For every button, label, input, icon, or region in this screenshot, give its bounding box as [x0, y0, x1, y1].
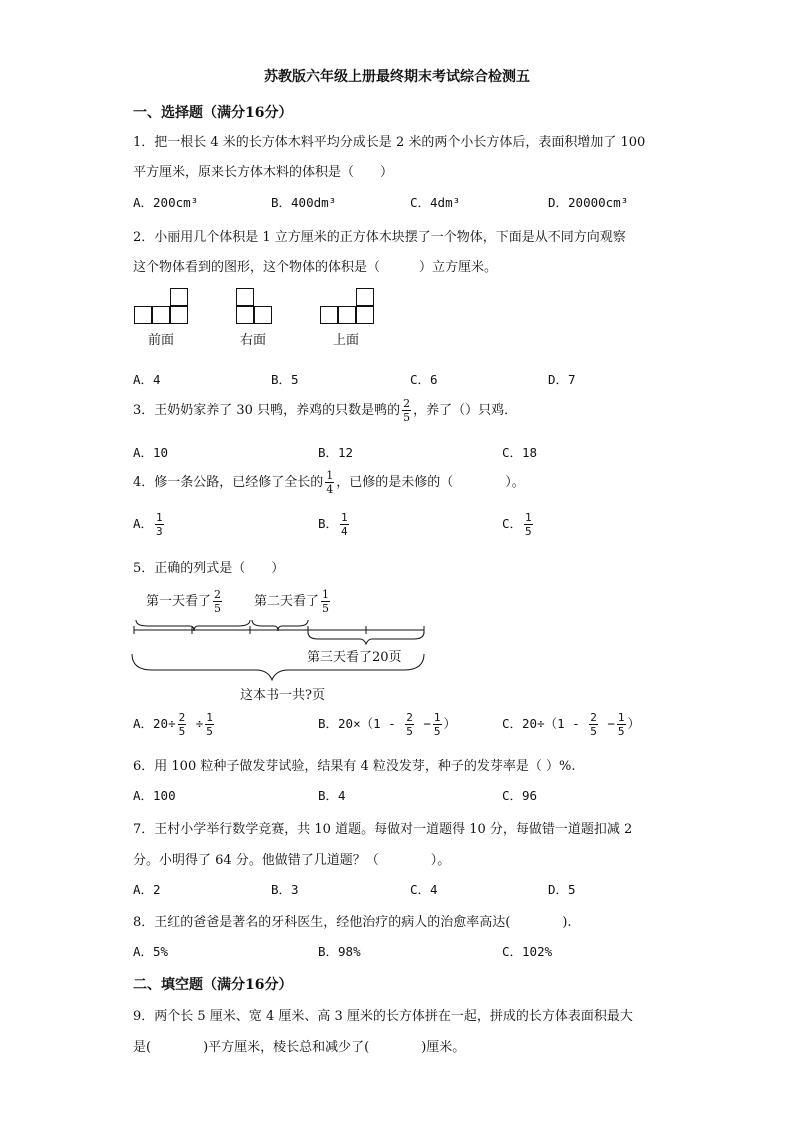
question-9-line2: 是( )平方厘米，棱长总和减少了( )厘米。 [133, 1040, 466, 1055]
q5-option-b[interactable]: B．20×（1 - $\frac{2}{5}$ − $\frac{1}{5}$ ） [318, 711, 457, 738]
question-3: 3．王奶奶家养了 30 只鸭，养鸡的只数是鸭的 $\frac{2}{5}$ ，养了（）只鸡． [133, 397, 518, 424]
q8-option-c[interactable]: C．102% [502, 944, 553, 959]
q1-option-a[interactable]: A．200cm³ [133, 195, 199, 210]
top-view-label: 上面 [333, 333, 360, 348]
total-label: 这本书一共?页 [240, 688, 325, 703]
day3-label: 第三天看了20页 [307, 650, 402, 665]
question-2-line2: 这个物体看到的图形，这个物体的体积是（ ）立方厘米。 [133, 260, 498, 275]
question-8: 8．王红的爸爸是著名的牙科医生，经他治疗的病人的治愈率高达( ). [133, 915, 572, 930]
question-6: 6．用 100 粒种子做发芽试验，结果有 4 粒没发芽，种子的发芽率是（ ）%. [133, 759, 576, 774]
q2-option-c[interactable]: C．6 [410, 372, 438, 387]
q3-option-a[interactable]: A．10 [133, 445, 169, 460]
q6-option-b[interactable]: B．4 [318, 788, 346, 803]
question-4: 4．修一条公路，已经修了全长的 $\frac{1}{4}$ ，已修的是未修的（ ）。 [133, 469, 525, 496]
right-view-label: 右面 [240, 333, 267, 348]
section-heading-choice: 一、选择题（满分16分） [133, 105, 293, 121]
q4-option-b[interactable]: B． $\frac{1}{4}$ [318, 511, 348, 538]
q7-option-b[interactable]: B．3 [271, 882, 299, 897]
q3-option-b[interactable]: B．12 [318, 445, 354, 460]
q7-option-a[interactable]: A．2 [133, 882, 161, 897]
question-1-line1: 1．把一根长 4 米的长方体木料平均分成长是 2 米的两个小长方体后，表面积增加了 100 [133, 135, 646, 150]
question-7-line1: 7．王村小学举行数学竞赛，共 10 道题。每做对一道题得 10 分，每做错一道题扣减 2 [133, 822, 633, 837]
q4-option-c[interactable]: C． $\frac{1}{5}$ [502, 511, 532, 538]
day2-label: 第二天看了 $\frac{1}{5}$ [254, 588, 330, 615]
q7-option-d[interactable]: D．5 [548, 882, 576, 897]
page-title: 苏教版六年级上册最终期末考试综合检测五 [264, 69, 530, 85]
question-5: 5．正确的列式是（ ） [133, 561, 285, 576]
section-heading-fill: 二、填空题（满分16分） [133, 977, 293, 993]
q7-option-c[interactable]: C．4 [410, 882, 438, 897]
question-7-line2: 分。小明得了 64 分。他做错了几道题？（ ）。 [133, 853, 451, 868]
q6-option-a[interactable]: A．100 [133, 788, 176, 803]
q8-option-a[interactable]: A．5% [133, 944, 169, 959]
question-2-line1: 2．小丽用几个体积是 1 立方厘米的正方体木块摆了一个物体，下面是从不同方向观察 [133, 230, 626, 245]
q1-option-d[interactable]: D．20000cm³ [548, 195, 629, 210]
q2-option-a[interactable]: A．4 [133, 372, 161, 387]
q1-option-b[interactable]: B．400dm³ [271, 195, 337, 210]
day1-label: 第一天看了 $\frac{2}{5}$ [146, 588, 222, 615]
front-view-label: 前面 [148, 333, 175, 348]
q6-option-c[interactable]: C．96 [502, 788, 538, 803]
q3-option-c[interactable]: C．18 [502, 445, 538, 460]
question-9-line1: 9．两个长 5 厘米、宽 4 厘米、高 3 厘米的长方体拼在一起，拼成的长方体表面积最大 [133, 1009, 633, 1024]
question-1-line2: 平方厘米，原来长方体木料的体积是（ ） [133, 165, 394, 180]
q1-option-c[interactable]: C．4dm³ [410, 195, 461, 210]
q2-option-b[interactable]: B．5 [271, 372, 299, 387]
fraction: $\frac{2}{5}$ [403, 397, 411, 424]
q4-option-a[interactable]: A． $\frac{1}{3}$ [133, 511, 163, 538]
q5-option-a[interactable]: A．20÷ $\frac{2}{5}$ ÷ $\frac{1}{5}$ [133, 711, 213, 738]
fraction: $\frac{1}{4}$ [326, 469, 334, 496]
q2-option-d[interactable]: D．7 [548, 372, 576, 387]
q8-option-b[interactable]: B．98% [318, 944, 361, 959]
q5-option-c[interactable]: C．20÷（1 - $\frac{2}{5}$ − $\frac{1}{5}$ ） [502, 711, 641, 738]
